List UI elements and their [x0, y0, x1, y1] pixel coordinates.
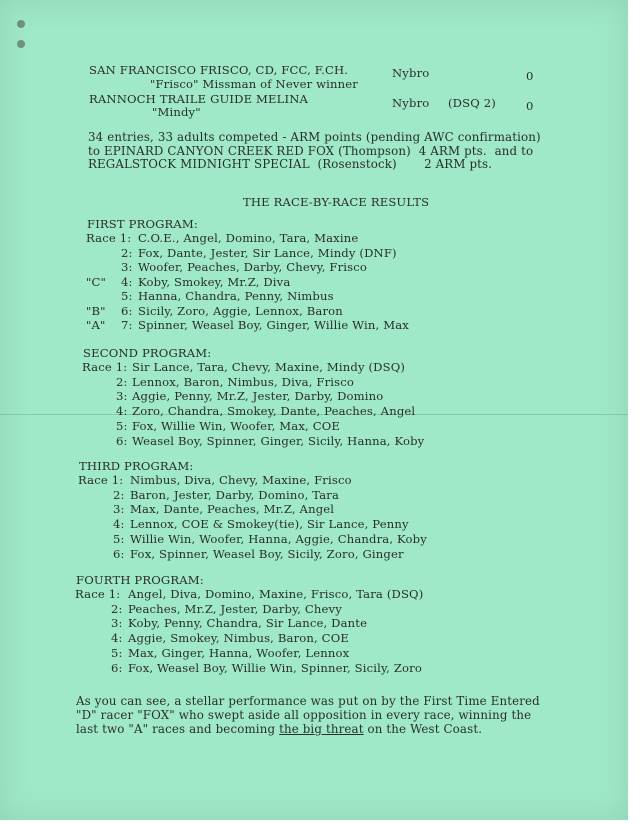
closing-line — [76, 723, 482, 736]
closing-line: "D" racer "FOX" who swept aside all opposition in every race, winning the — [76, 708, 532, 722]
punch-hole — [17, 40, 25, 48]
race-results: Angel, Diva, Domino, Maxine, Frisco, Tara (DSQ) — [128, 587, 424, 601]
closing-underlined: the big threat — [279, 722, 364, 736]
summary-line: to EPINARD CANYON CREEK RED FOX (Thompson) 4 ARM pts. and to — [88, 144, 534, 158]
race-label: 4: — [116, 404, 128, 419]
race-results: Max, Dante, Peaches, Mr.Z, Angel — [130, 502, 335, 517]
race-class-prefix: "C" — [86, 274, 106, 289]
race-results: Koby, Penny, Chandra, Sir Lance, Dante — [128, 616, 368, 631]
race-label: 3: — [111, 616, 123, 631]
entry-name: SAN FRANCISCO FRISCO, CD, FCC, F.CH. — [89, 63, 349, 77]
race-results: Aggie, Penny, Mr.Z, Jester, Darby, Domino — [132, 389, 384, 404]
entry-note: (DSQ 2) — [448, 96, 496, 110]
race-label: 6: — [121, 303, 133, 318]
race-results: Woofer, Peaches, Darby, Chevy, Frisco — [138, 260, 368, 274]
punch-hole — [17, 20, 25, 28]
program-title: SECOND PROGRAM: — [83, 346, 212, 360]
race-results: Koby, Smokey, Mr.Z, Diva — [138, 274, 291, 289]
program-title: FOURTH PROGRAM: — [76, 573, 204, 587]
race-label: 5: — [111, 645, 123, 660]
race-results: Fox, Willie Win, Woofer, Max, COE — [132, 418, 341, 433]
entry-owner: Nybro — [392, 66, 430, 80]
race-label: 3: — [113, 502, 125, 517]
race-label: 6: — [111, 660, 123, 675]
race-results: Spinner, Weasel Boy, Ginger, Willie Win, Max — [138, 318, 409, 332]
race-label: 7: — [121, 318, 133, 332]
race-results: Fox, Weasel Boy, Willie Win, Spinner, Sicily, Zoro — [128, 660, 422, 675]
race-label: 4: — [121, 274, 133, 289]
results-heading: THE RACE-BY-RACE RESULTS — [243, 195, 430, 209]
race-label: 3: — [116, 389, 128, 404]
race-results: Sicily, Zoro, Aggie, Lennox, Baron — [138, 303, 343, 318]
race-results: Nimbus, Diva, Chevy, Maxine, Frisco — [130, 473, 352, 487]
entry-sub: "Frisco" Missman of Never winner — [150, 77, 358, 91]
race-label: 4: — [111, 631, 123, 646]
program-title: THIRD PROGRAM: — [79, 459, 194, 473]
race-label: 2: — [113, 487, 125, 502]
race-class-prefix: "B" — [86, 303, 106, 318]
summary-line: REGALSTOCK MIDNIGHT SPECIAL (Rosenstock) 2 ARM pts. — [88, 157, 493, 171]
entry-name: RANNOCH TRAILE GUIDE MELINA — [89, 92, 309, 106]
race-results: Fox, Spinner, Weasel Boy, Sicily, Zoro, Ginger — [130, 546, 404, 561]
race-label: Race 1: — [75, 587, 121, 601]
race-label: Race 1: — [82, 360, 128, 374]
race-results: Peaches, Mr.Z, Jester, Darby, Chevy — [128, 601, 342, 616]
race-label: Race 1: — [86, 231, 132, 245]
race-label: 5: — [116, 418, 128, 433]
race-label: Race 1: — [78, 473, 124, 487]
race-results: Hanna, Chandra, Penny, Nimbus — [138, 289, 334, 303]
race-results: Sir Lance, Tara, Chevy, Maxine, Mindy (DSQ) — [132, 360, 406, 374]
entry-points: 0 — [526, 69, 534, 83]
race-results: Zoro, Chandra, Smokey, Dante, Peaches, Angel — [132, 404, 416, 419]
race-results: Aggie, Smokey, Nimbus, Baron, COE — [128, 631, 349, 646]
race-results: Fox, Dante, Jester, Sir Lance, Mindy (DNF) — [138, 245, 397, 260]
entry-sub: "Mindy" — [152, 105, 201, 119]
race-results: Willie Win, Woofer, Hanna, Aggie, Chandra, Koby — [130, 531, 427, 546]
closing-line: As you can see, a stellar performance was put on by the First Time Entered — [76, 694, 540, 708]
summary-line: 34 entries, 33 adults competed - ARM points (pending AWC confirmation) — [88, 130, 541, 144]
race-label: 5: — [121, 289, 133, 303]
race-label: 6: — [113, 546, 125, 561]
race-label: 6: — [116, 433, 128, 448]
closing-text: last two "A" races and becoming — [76, 722, 280, 736]
entry-points: 0 — [526, 99, 534, 113]
race-results: Max, Ginger, Hanna, Woofer, Lennox — [128, 645, 350, 660]
race-label: 2: — [121, 245, 133, 260]
race-results: Weasel Boy, Spinner, Ginger, Sicily, Hanna, Koby — [132, 433, 425, 448]
race-results: Lennox, COE & Smokey(tie), Sir Lance, Penny — [130, 517, 409, 532]
race-label: 3: — [121, 260, 133, 274]
race-results: Baron, Jester, Darby, Domino, Tara — [130, 487, 340, 502]
race-class-prefix: "A" — [86, 318, 106, 332]
race-results: Lennox, Baron, Nimbus, Diva, Frisco — [132, 374, 355, 389]
closing-text: on the West Coast. — [363, 722, 483, 736]
race-label: 4: — [113, 517, 125, 532]
race-results: C.O.E., Angel, Domino, Tara, Maxine — [138, 231, 359, 245]
race-label: 2: — [116, 374, 128, 389]
entry-owner: Nybro — [392, 96, 430, 110]
race-label: 2: — [111, 601, 123, 616]
race-label: 5: — [113, 531, 125, 546]
program-title: FIRST PROGRAM: — [87, 217, 198, 231]
